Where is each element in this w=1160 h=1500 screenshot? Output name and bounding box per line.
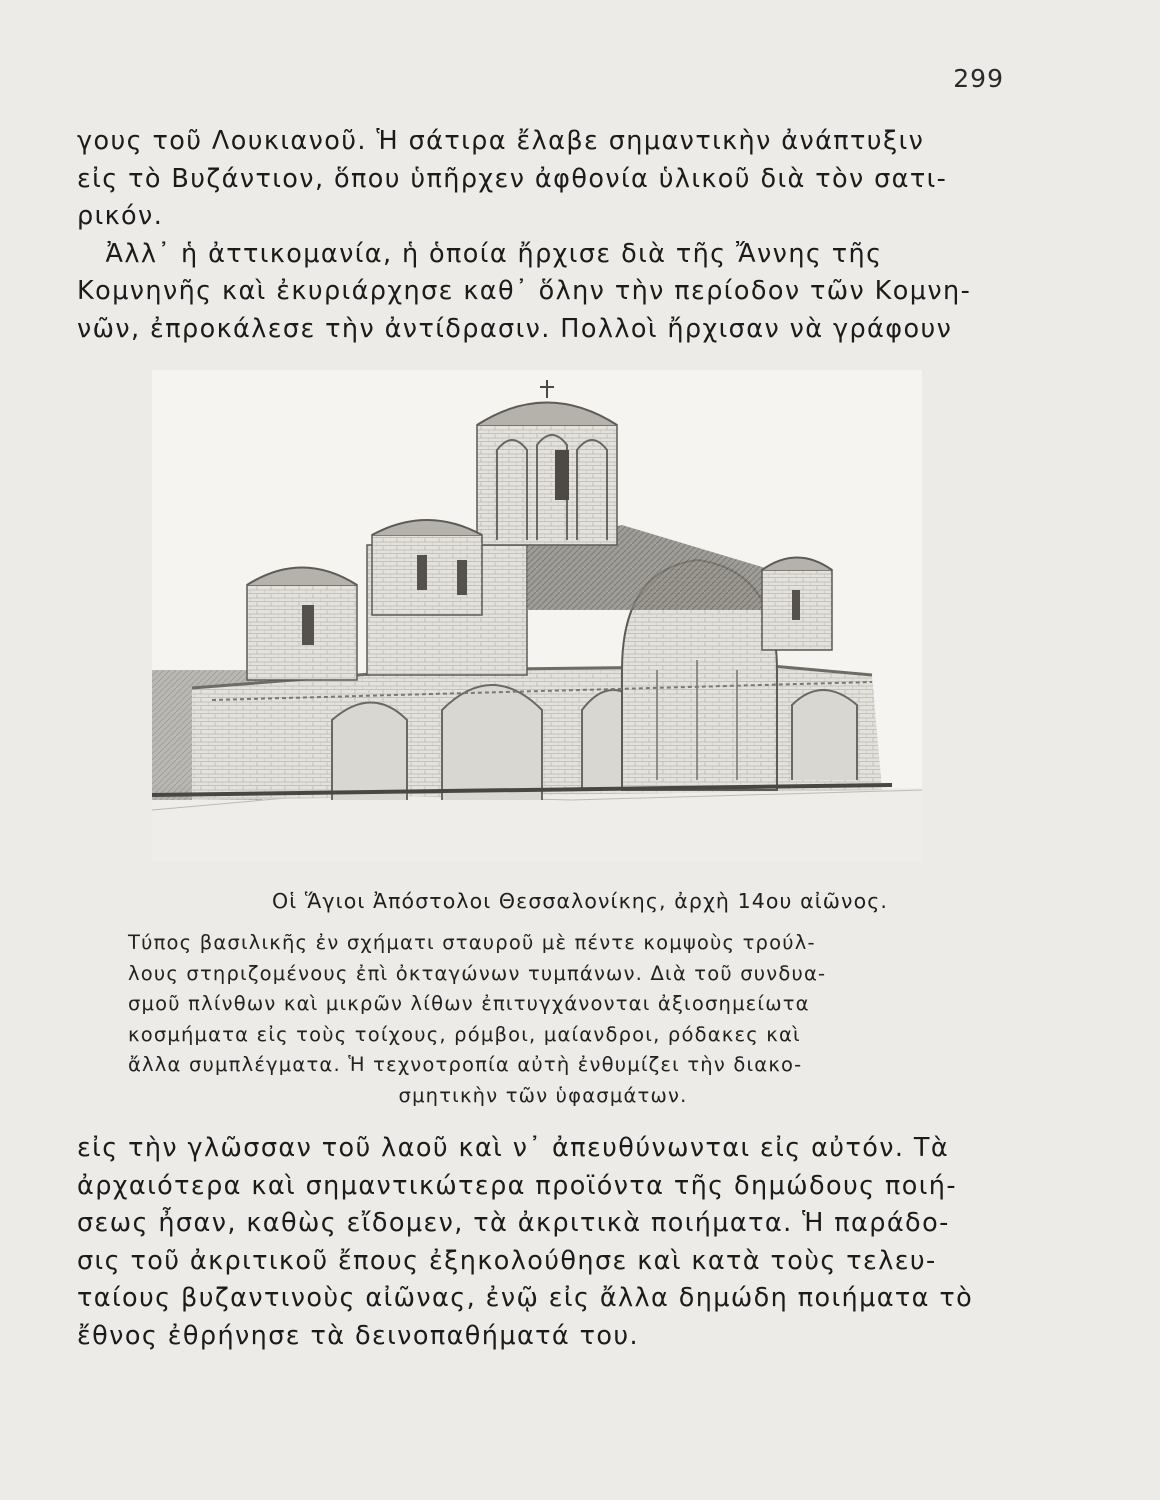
church-illustration [152,370,922,862]
caption-line: ἄλλα συμπλέγματα. Ἡ τεχνοτροπία αὐτὴ ἐνθυμίζει τὴν διακο- [128,1053,803,1076]
page-number: 299 [953,64,1004,93]
text-line: εἰς τὴν γλῶσσαν τοῦ λαοῦ καὶ ν᾽ ἀπευθύνωνται εἰς αὐτόν. Τὰ [77,1133,950,1163]
text-line: ἀρχαιότερα καὶ σημαντικώτερα προϊόντα τῆς δημώδους ποιή- [77,1170,957,1201]
text-line: Ἀλλ᾽ ἡ ἀττικομανία, ἡ ὁποία ἤρχισε διὰ τῆς Ἄννης τῆς [77,238,883,269]
caption-line: σμητικὴν τῶν ὑφασμάτων. [398,1083,688,1107]
text-line: Κομνηνῆς καὶ ἐκυριάρχησε καθ᾽ ὅλην τὴν περίοδον τῶν Κομνη- [77,276,972,306]
caption-line: λους στηριζομένους ἐπὶ ὀκταγώνων τυμπάνων. Διὰ τοῦ συνδυα- [128,961,827,985]
text-line: ρικόν. [77,201,164,231]
text-line: γους τοῦ Λουκιανοῦ. Ἡ σάτιρα ἔλαβε σημαντικὴν ἀνάπτυξιν [77,126,925,156]
figure-caption-title: Οἱ Ἅγιοι Ἀπόστολοι Θεσσαλονίκης, ἀρχὴ 14ου αἰῶνος. [272,889,888,913]
top-paragraph [77,123,1003,348]
text-line: ἔθνος ἐθρήνησε τὰ δεινοπαθήματά του. [77,1320,640,1351]
caption-line: σμοῦ πλίνθων καὶ μικρῶν λίθων ἐπιτυγχάνονται ἀξιοσημείωτα [128,992,810,1015]
text-line: σις τοῦ ἀκριτικοῦ ἔπους ἐξηκολούθησε καὶ κατὰ τοὺς τελευ- [77,1245,937,1276]
church-photo [152,370,922,862]
bottom-paragraph [77,1130,1003,1355]
caption-line: κοσμήματα εἰς τοὺς τοίχους, ρόμβοι, μαίανδροι, ρόδακες καὶ [128,1022,801,1046]
caption-line: Τύπος βασιλικῆς ἐν σχήματι σταυροῦ μὲ πέντε κομψοὺς τρούλ- [128,931,816,954]
text-line: ταίους βυζαντινοὺς αἰῶνας, ἐνῷ εἰς ἄλλα δημώδη ποιήματα τὸ [77,1283,974,1313]
figure-caption [128,928,998,1111]
text-line: εἰς τὸ Βυζάντιον, ὅπου ὑπῆρχεν ἀφθονία ὑλικοῦ διὰ τὸν σατι- [77,163,948,194]
text-line: νῶν, ἐπροκάλεσε τὴν ἀντίδρασιν. Πολλοὶ ἤρχισαν νὰ γράφουν [77,313,953,344]
text-line: σεως ἦσαν, καθὼς εἴδομεν, τὰ ἀκριτικὰ ποιήματα. Ἡ παράδο- [77,1208,950,1238]
